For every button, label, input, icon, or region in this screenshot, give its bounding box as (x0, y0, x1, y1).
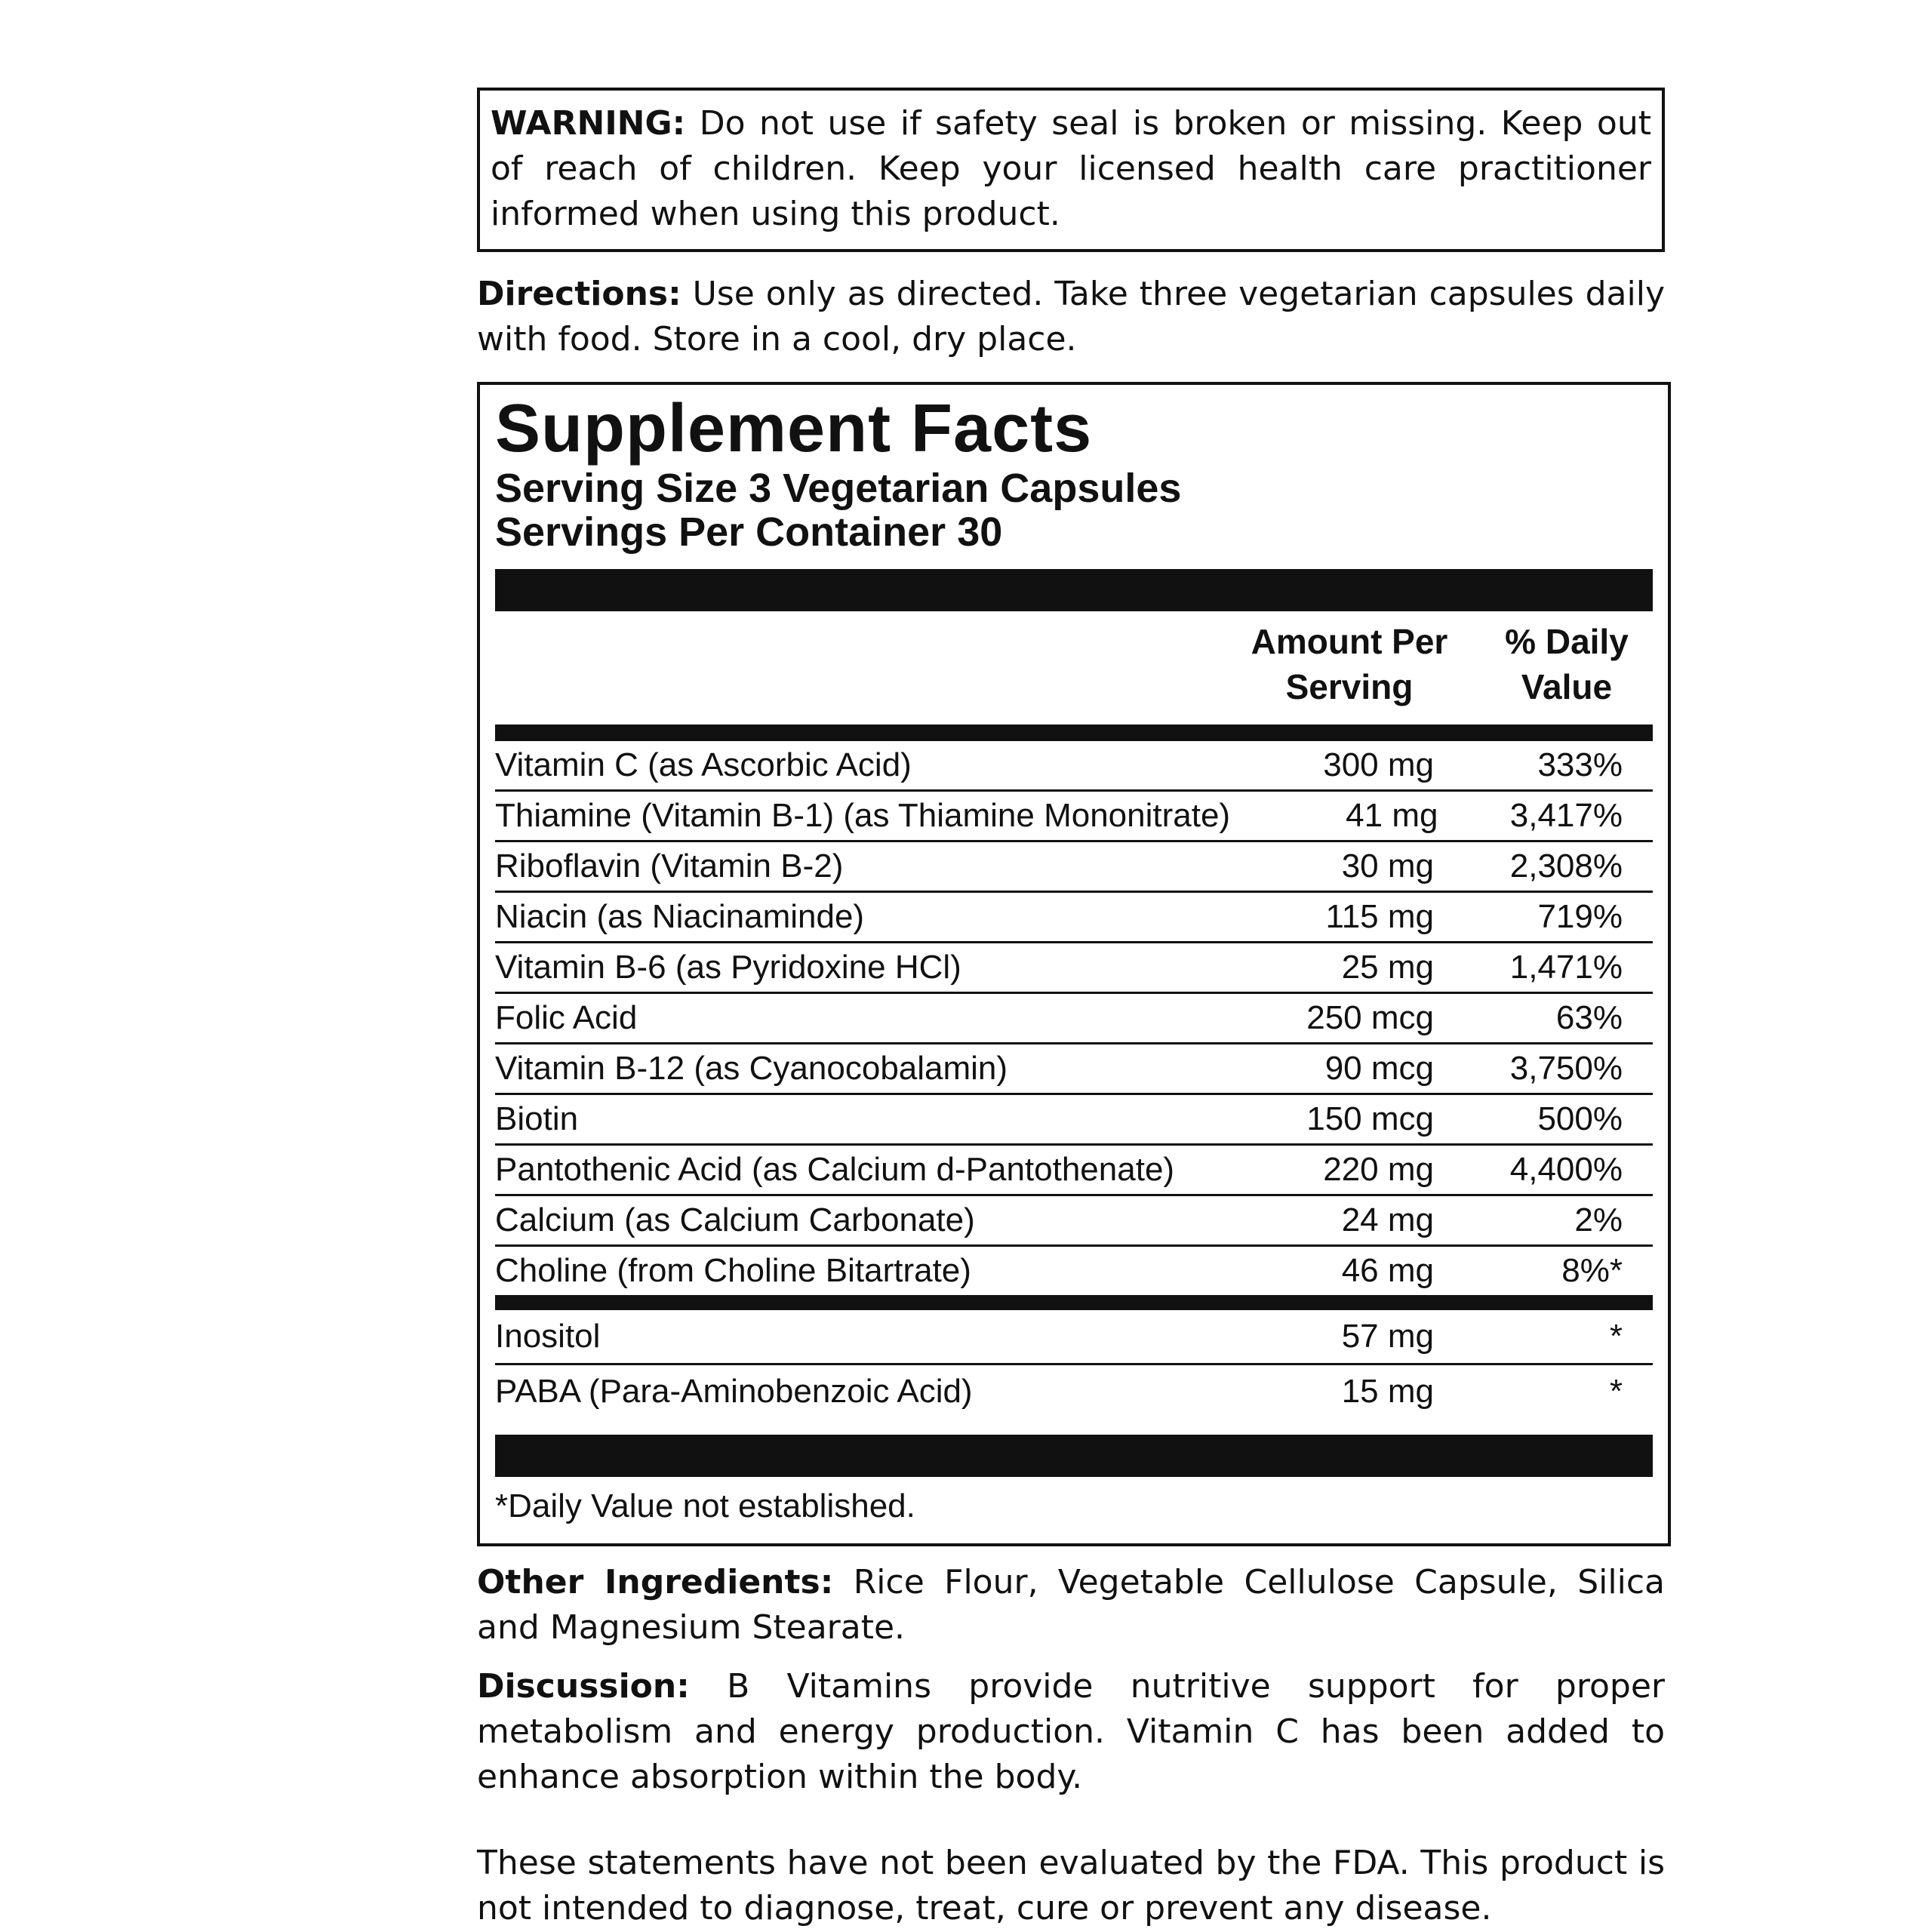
nutrient-amount: 46 mg (1341, 1252, 1434, 1289)
other-ingredients-lead: Other Ingredients: (477, 1563, 834, 1601)
table-row (495, 943, 1653, 994)
divider-bar-section (495, 1295, 1653, 1310)
nutrient-daily-value: 1,471% (1509, 949, 1623, 986)
table-row (495, 1146, 1653, 1196)
nutrient-daily-value: 2% (1574, 1201, 1623, 1238)
other-ingredients (477, 1560, 1665, 1651)
divider-bar-top (495, 569, 1653, 611)
table-row (495, 842, 1653, 893)
dv-header-line1: % Daily (1505, 622, 1629, 661)
directions (477, 272, 1665, 362)
nutrient-amount: 300 mg (1323, 746, 1434, 783)
nutrient-amount: 115 mg (1325, 898, 1434, 935)
table-row (495, 1044, 1653, 1095)
nutrient-amount: 250 mcg (1306, 999, 1434, 1036)
nutrient-daily-value: 3,417% (1509, 797, 1623, 834)
nutrient-name: Pantothenic Acid (as Calcium d-Pantothenate) (495, 1151, 1175, 1188)
nutrient-amount: 90 mcg (1324, 1050, 1434, 1087)
nutrient-name: Niacin (as Niacinaminde) (495, 898, 865, 935)
nutrient-name: Biotin (495, 1100, 579, 1137)
nutrient-name: Vitamin B-6 (as Pyridoxine HCl) (495, 949, 961, 986)
nutrient-name: Vitamin B-12 (as Cyanocobalamin) (495, 1050, 1008, 1087)
serving-size: Serving Size 3 Vegetarian Capsules (495, 466, 1182, 511)
amount-header-line2: Serving (1285, 667, 1414, 706)
nutrient-daily-value: 63% (1555, 999, 1623, 1036)
divider-bar-header (495, 724, 1653, 741)
daily-value-header (1463, 619, 1653, 709)
nutrient-daily-value: 3,750% (1509, 1050, 1623, 1087)
table-row (495, 741, 1653, 792)
column-headers (495, 611, 1653, 724)
amount-header-line1: Amount Per (1251, 622, 1448, 661)
table-row (495, 1365, 1653, 1418)
table-row (495, 893, 1653, 943)
discussion (477, 1664, 1665, 1800)
warning-text: Do not use if safety seal is broken or missing. Keep out of reach of children. Keep your licensed health care practitioner informed when using this product. (491, 104, 1651, 233)
table-row (495, 1247, 1653, 1295)
nutrient-name: Vitamin C (as Ascorbic Acid) (495, 746, 912, 783)
warning-box (477, 88, 1665, 252)
discussion-lead: Discussion: (477, 1667, 690, 1706)
nutrient-daily-value: 719% (1537, 898, 1623, 935)
fda-disclaimer: These statements have not been evaluated by the FDA. This product is not intended to diagnose, treat, cure or prevent any disease. (477, 1844, 1665, 1927)
table-row (495, 1196, 1653, 1247)
nutrient-amount: 25 mg (1341, 949, 1434, 986)
table-row (495, 1310, 1653, 1365)
nutrient-daily-value: 500% (1537, 1100, 1623, 1137)
facts-title: Supplement Facts (495, 391, 1093, 466)
divider-bar-bottom (495, 1435, 1653, 1477)
nutrient-name: Riboflavin (Vitamin B-2) (495, 848, 844, 884)
other-ingredients-text: Rice Flour, Vegetable Cellulose Capsule, Silica and Magnesium Stearate. (477, 1563, 1665, 1647)
nutrient-name: Inositol (495, 1318, 601, 1355)
nutrient-table (495, 741, 1653, 1295)
nutrient-daily-value: * (1609, 1373, 1623, 1410)
nutrient-name: Folic Acid (495, 999, 638, 1036)
nutrient-amount: 30 mg (1341, 848, 1434, 884)
table-row (495, 792, 1653, 842)
nutrient-name: PABA (Para-Aminobenzoic Acid) (495, 1373, 973, 1410)
nutrient-amount: 24 mg (1341, 1201, 1434, 1238)
nutrient-amount: 15 mg (1341, 1373, 1434, 1410)
nutrient-name: Choline (from Choline Bitartrate) (495, 1252, 971, 1289)
nutrient-daily-value: 8%* (1561, 1252, 1623, 1289)
nutrient-amount: 57 mg (1341, 1318, 1434, 1355)
nutrient-daily-value: 2,308% (1509, 848, 1623, 884)
warning-lead: WARNING: (491, 104, 686, 143)
nutrient-daily-value: * (1609, 1318, 1623, 1355)
table-row (495, 994, 1653, 1044)
dv-header-line2: Value (1521, 667, 1613, 706)
servings-per-container: Servings Per Container 30 (495, 509, 1003, 555)
nutrient-name: Calcium (as Calcium Carbonate) (495, 1201, 975, 1238)
nutrient-daily-value: 4,400% (1509, 1151, 1623, 1188)
supplement-facts-panel (477, 382, 1671, 1546)
discussion-text: B Vitamins provide nutritive support for proper metabolism and energy production. Vitamin C has been added to enhance absorption within the body. (477, 1667, 1665, 1796)
directions-lead: Directions: (477, 275, 681, 313)
nutrient-amount: 150 mcg (1306, 1100, 1434, 1137)
directions-text: Use only as directed. Take three vegetarian capsules daily with food. Store in a cool, dry place. (477, 275, 1665, 358)
daily-value-footnote: *Daily Value not established. (495, 1487, 915, 1524)
nutrient-name: Thiamine (Vitamin B-1) (as Thiamine Mononitrate) (495, 797, 1231, 834)
table-row (495, 1095, 1653, 1146)
nutrient-amount: 41 mg (1346, 797, 1438, 834)
nutrient-amount: 220 mg (1323, 1151, 1434, 1188)
nutrient-daily-value: 333% (1537, 746, 1623, 783)
amount-per-serving-header (1236, 619, 1463, 709)
other-nutrients-table (495, 1310, 1653, 1418)
product-label (477, 88, 1674, 1931)
